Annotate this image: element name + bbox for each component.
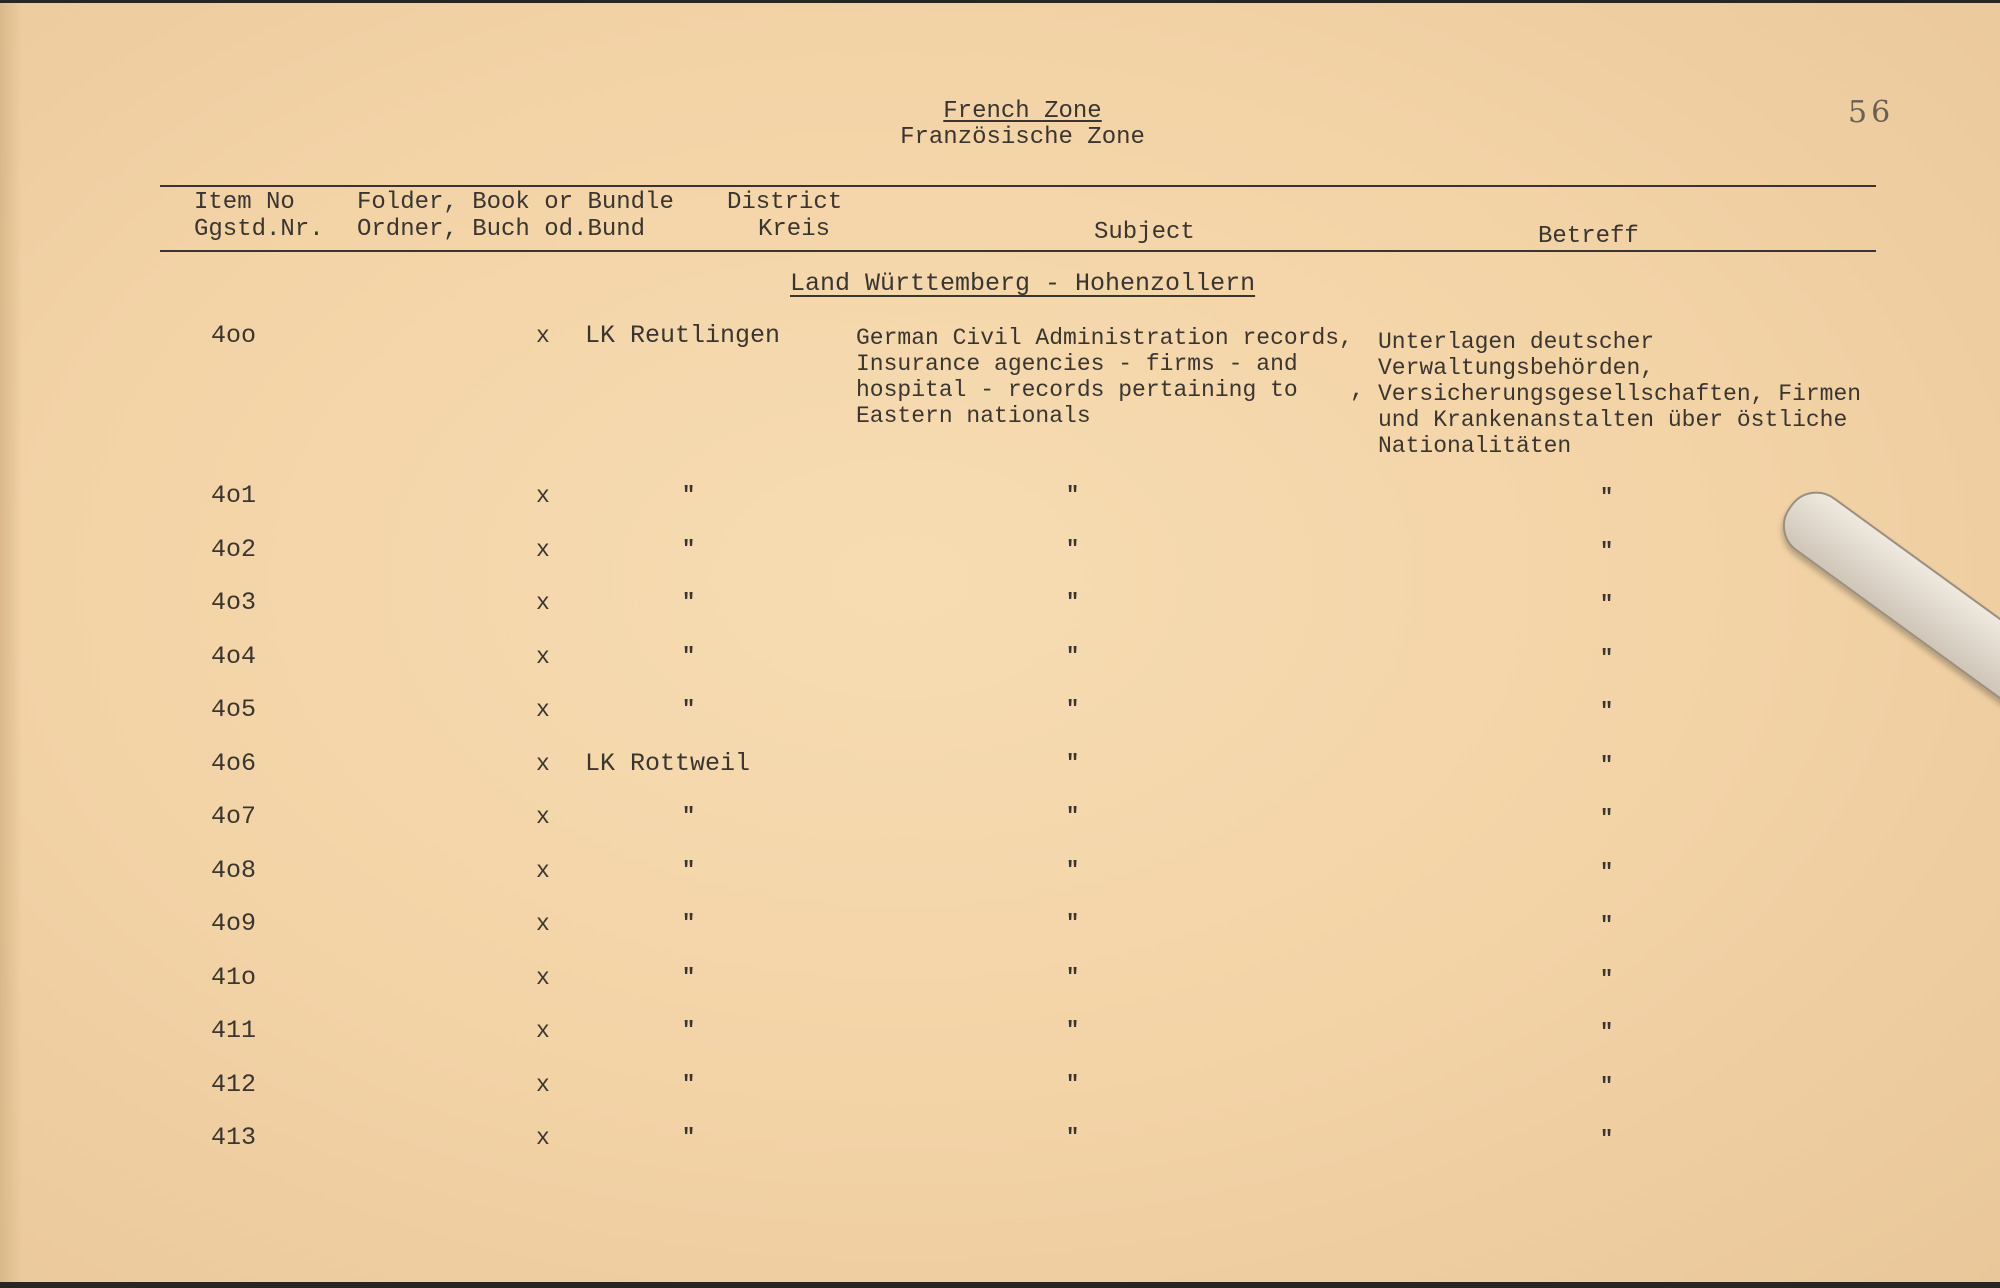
zone-title [0, 99, 2000, 151]
header-item-de: Ggstd.Nr. [194, 216, 324, 243]
header-subject: Subject [1094, 219, 1195, 246]
district-ditto: " [682, 858, 696, 883]
subject-ditto: " [1066, 590, 1080, 615]
header-item-en: Item No [194, 189, 295, 216]
betreff-ditto: " [1600, 646, 1614, 671]
subject-ditto: " [1066, 751, 1080, 776]
district-ditto: " [682, 697, 696, 722]
header-top-rule [160, 185, 1876, 187]
header-folder-de: Ordner, Buch od.Bund [357, 216, 646, 243]
folder-mark: x [536, 537, 550, 563]
item-number: 4o4 [211, 642, 257, 671]
page-edge-shade [0, 3, 22, 1282]
item-number: 413 [211, 1123, 257, 1152]
district: LK Rottweil [585, 749, 751, 778]
item-number: 4o2 [211, 535, 257, 564]
betreff-ditto: " [1600, 592, 1614, 617]
subject-ditto: " [1066, 965, 1080, 990]
header-district-en: District [727, 189, 843, 216]
betreff-ditto: " [1600, 1074, 1614, 1099]
folder-mark: x [536, 965, 550, 991]
zone-title-de: Französische Zone [900, 124, 1145, 151]
item-number: 4o7 [211, 802, 257, 831]
folder-mark: x [536, 804, 550, 830]
betreff-ditto: " [1600, 699, 1614, 724]
betreff-text: Unterlagen deutscher Verwaltungsbehörden, Versicherungsgesellschaften, Firmen und Krankenanstalten über östliche Nationalitäten [1378, 329, 1862, 459]
subject-ditto: " [1066, 911, 1080, 936]
subject-comma: , [1350, 377, 1365, 404]
betreff-ditto: " [1600, 806, 1614, 831]
page-number: 56 [1848, 95, 1895, 130]
district-ditto: " [682, 537, 696, 562]
item-number: 4o6 [211, 749, 257, 778]
district-ditto: " [682, 804, 696, 829]
folder-mark: x [536, 644, 550, 670]
betreff-ditto: " [1600, 967, 1614, 992]
folder-mark: x [536, 590, 550, 616]
folder-mark: x [536, 751, 550, 777]
district-ditto: " [682, 1072, 696, 1097]
header-bottom-rule [160, 250, 1876, 252]
betreff-ditto: " [1600, 539, 1614, 564]
subject-ditto: " [1066, 1018, 1080, 1043]
header-folder-en: Folder, Book or Bundle [357, 189, 674, 216]
subject-text: German Civil Administration records, Insurance agencies - firms - and hospital - records pertaining to Eastern nationals [856, 325, 1353, 429]
subject-ditto: " [1066, 483, 1080, 508]
betreff-ditto: " [1600, 485, 1614, 510]
district-ditto: " [682, 965, 696, 990]
subject-ditto: " [1066, 697, 1080, 722]
item-number: 4o8 [211, 856, 257, 885]
folder-mark: x [536, 1125, 550, 1151]
subject-ditto: " [1066, 858, 1080, 883]
folder-mark: x [536, 483, 550, 509]
subject-ditto: " [1066, 537, 1080, 562]
item-number: 4o3 [211, 588, 257, 617]
district-ditto: " [682, 1125, 696, 1150]
subject-ditto: " [1066, 804, 1080, 829]
betreff-ditto: " [1600, 1020, 1614, 1045]
header-betreff: Betreff [1538, 223, 1639, 250]
item-number: 4oo [211, 321, 257, 350]
district-ditto: " [682, 911, 696, 936]
zone-title-en: French Zone [943, 98, 1102, 125]
item-number: 41o [211, 963, 257, 992]
paper-clip [1771, 479, 2000, 758]
folder-mark: x [536, 1018, 550, 1044]
subject-ditto: " [1066, 1125, 1080, 1150]
betreff-ditto: " [1600, 753, 1614, 778]
item-number: 4o9 [211, 909, 257, 938]
betreff-ditto: " [1600, 1127, 1614, 1152]
item-number: 412 [211, 1070, 257, 1099]
district-ditto: " [682, 1018, 696, 1043]
item-number: 4o5 [211, 695, 257, 724]
section-title: Land Württemberg - Hohenzollern [790, 269, 1256, 298]
district-ditto: " [682, 644, 696, 669]
district: LK Reutlingen [585, 321, 781, 350]
betreff-ditto: " [1600, 860, 1614, 885]
folder-mark: x [536, 911, 550, 937]
subject-ditto: " [1066, 1072, 1080, 1097]
district-ditto: " [682, 483, 696, 508]
folder-mark: x [536, 323, 550, 349]
betreff-ditto: " [1600, 913, 1614, 938]
folder-mark: x [536, 858, 550, 884]
district-ditto: " [682, 590, 696, 615]
header-district-de: Kreis [758, 216, 831, 243]
subject-ditto: " [1066, 644, 1080, 669]
folder-mark: x [536, 697, 550, 723]
item-number: 411 [211, 1016, 257, 1045]
item-number: 4o1 [211, 481, 257, 510]
folder-mark: x [536, 1072, 550, 1098]
